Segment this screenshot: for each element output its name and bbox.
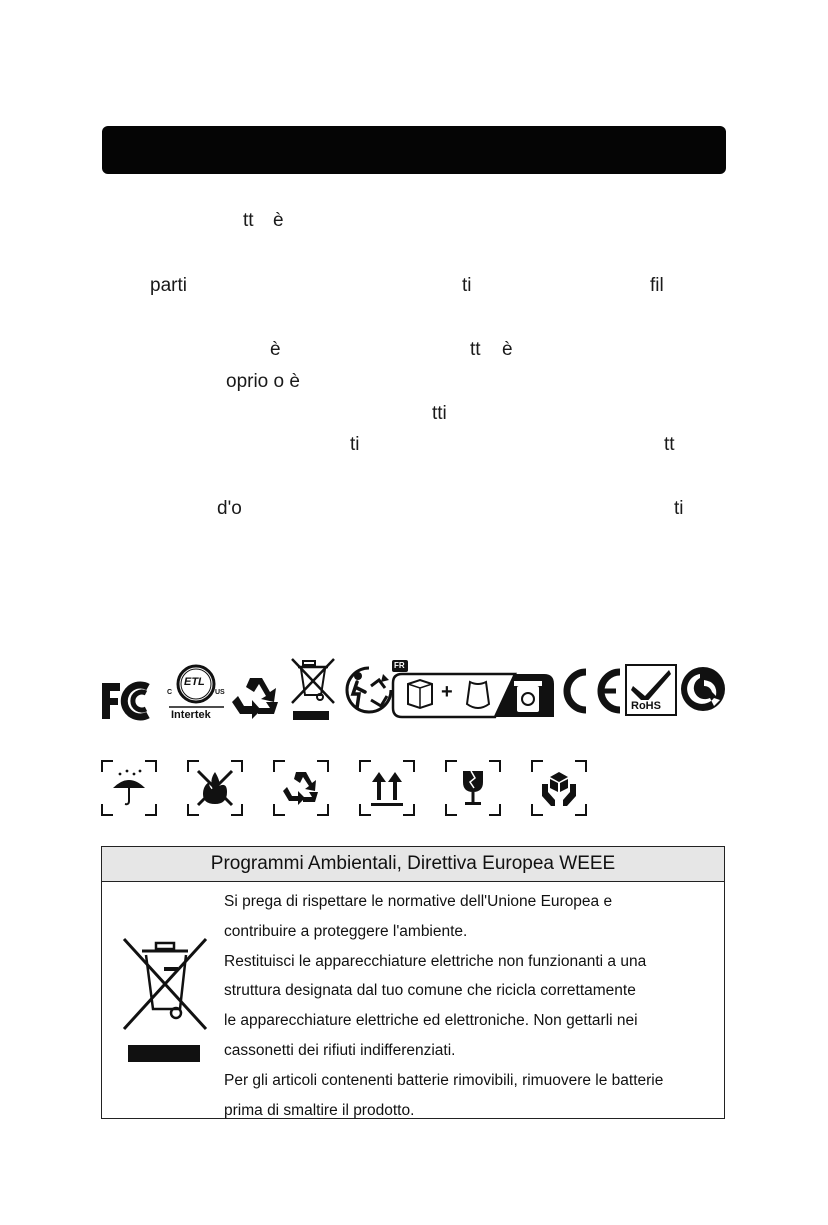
plus-sign: + bbox=[441, 681, 453, 703]
fragile-icon bbox=[445, 760, 501, 816]
text-fragment: ti bbox=[462, 275, 472, 296]
etl-intertek-icon bbox=[164, 659, 228, 723]
text-fragment: parti bbox=[150, 275, 187, 296]
text-fragment: d'o bbox=[217, 498, 242, 519]
rohs-label: RoHS bbox=[631, 700, 661, 712]
text-fragment: oprio o è bbox=[226, 371, 300, 392]
rohs-icon bbox=[625, 664, 677, 716]
handle-with-care-icon bbox=[531, 760, 587, 816]
triman-icon bbox=[345, 666, 393, 721]
text-fragment: tt bbox=[664, 434, 675, 455]
ce-mark-icon bbox=[560, 668, 624, 719]
text-fragment: tt bbox=[470, 339, 481, 360]
this-way-up-icon bbox=[359, 760, 415, 816]
section-header-bar bbox=[102, 126, 726, 174]
crossed-bin-icon bbox=[290, 657, 336, 728]
crossed-bin-icon bbox=[120, 935, 210, 1070]
weee-info-box bbox=[101, 846, 725, 1119]
weee-text-line: Si prega di rispettare le normative dell'Unione Europea e bbox=[224, 893, 613, 910]
text-fragment: è bbox=[502, 339, 513, 360]
no-fire-icon bbox=[187, 760, 243, 816]
etl-brand-label: Intertek bbox=[171, 709, 211, 721]
fr-sorting-info-icon bbox=[390, 660, 556, 722]
weee-text-line: contribuire a proteggere l'ambiente. bbox=[224, 922, 468, 940]
text-fragment: fil bbox=[650, 275, 664, 296]
fcc-icon bbox=[100, 681, 156, 726]
etl-c-label: C bbox=[167, 689, 173, 696]
weee-title: Programmi Ambientali, Direttiva Europea WEEE bbox=[102, 847, 724, 882]
weee-text-line: Per gli articoli contenenti batterie rimovibili, rimuovere le batterie bbox=[224, 1071, 664, 1089]
fr-badge: FR bbox=[394, 661, 405, 670]
recycle-icon bbox=[230, 672, 282, 725]
keep-dry-icon bbox=[101, 760, 157, 816]
weee-text-line: le apparecchiature elettriche ed elettroniche. Non gettarli nei bbox=[224, 1012, 638, 1030]
text-fragment: ti bbox=[674, 498, 684, 519]
text-fragment: ti bbox=[350, 434, 360, 455]
text-fragment: tt bbox=[243, 210, 254, 231]
weee-text-line: Restituisci le apparecchiature elettriche non funzionanti a una bbox=[224, 952, 647, 970]
text-fragment: è bbox=[273, 210, 284, 231]
etl-us-label: US bbox=[215, 689, 225, 696]
weee-text-line: struttura designata dal tuo comune che ricicla correttamente bbox=[224, 982, 636, 1000]
green-dot-icon bbox=[680, 666, 726, 717]
text-fragment: tti bbox=[432, 403, 447, 424]
recyclable-icon bbox=[273, 760, 329, 816]
text-fragment: è bbox=[270, 339, 281, 360]
weee-body-text bbox=[224, 887, 719, 1125]
weee-text-line: prima di smaltire il prodotto. bbox=[224, 1101, 415, 1119]
etl-mark-label: ETL bbox=[184, 676, 205, 688]
weee-text-line: cassonetti dei rifiuti indifferenziati. bbox=[224, 1041, 456, 1059]
